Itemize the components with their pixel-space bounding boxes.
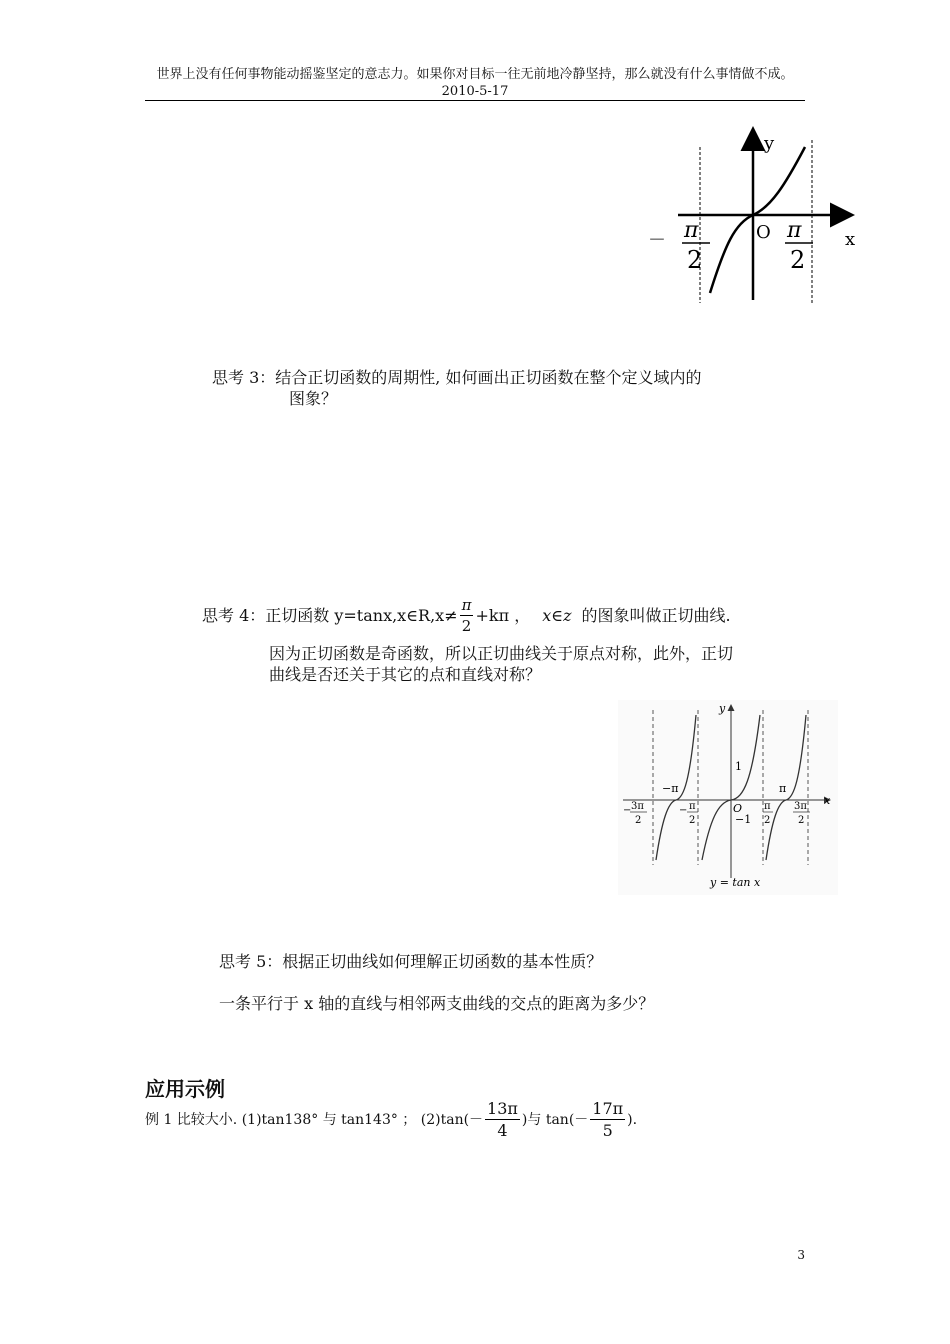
think4-line2: 因为正切函数是奇函数，所以正切曲线关于原点对称，此外，正切 [269, 644, 734, 663]
tick-pi-2-den: 2 [764, 815, 771, 826]
origin-label: O [756, 222, 771, 243]
pi-over-2-fraction [460, 598, 474, 634]
tangent-branch-figure [650, 125, 865, 305]
example1-mid: )与 tan(－ [521, 1112, 589, 1128]
think3-line2: 图象？ [289, 389, 338, 408]
pi-label: π [787, 218, 802, 243]
tick-neg-pi-2-num: π [689, 801, 696, 812]
think4-tail: 的图象叫做正切曲线. [581, 606, 731, 625]
fraction-17pi-5-den: 5 [602, 1121, 613, 1140]
fraction-numerator: π [461, 596, 472, 614]
think5-line2: 一条平行于 x 轴的直线与相邻两支曲线的交点的距离为多少？ [219, 994, 655, 1013]
page-number: 3 [797, 1248, 805, 1262]
y-axis-label: y [719, 702, 726, 715]
example1-line [145, 1101, 637, 1139]
tick-neg-pi-2-den: 2 [689, 815, 696, 826]
think4-line3: 曲线是否还关于其它的点和直线对称？ [269, 665, 542, 684]
y-tick-one: 1 [735, 760, 742, 773]
tick-pi-2-num: π [764, 801, 771, 812]
example1-part1: 例 1 比较大小. (1)tan138° 与 tan143° ； (2)tan(－ [145, 1112, 484, 1128]
think4-suffix: +kπ ， [475, 606, 531, 625]
y-tick-minus-one: −1 [735, 813, 752, 826]
fraction-17pi-5 [590, 1101, 625, 1139]
fraction-13pi-4-den: 4 [497, 1121, 508, 1140]
fraction-13pi-4-num: 13π [487, 1099, 518, 1118]
think5-line1: 思考 5：根据正切曲线如何理解正切函数的基本性质？ [219, 952, 603, 971]
tick-3pi-2-num: 3π [794, 801, 807, 812]
fraction-17pi-5-num: 17π [592, 1099, 624, 1118]
think3-line1: 思考 3：结合正切函数的周期性, 如何画出正切函数在整个定义域内的 [212, 368, 702, 387]
fraction-denominator: 2 [461, 617, 472, 635]
x-axis-label: x [845, 229, 856, 250]
section-title: 应用示例 [145, 1077, 225, 1101]
neg-sign: － [648, 230, 666, 251]
tick-neg-3pi-2-den: 2 [635, 815, 642, 826]
fraction-13pi-4 [485, 1101, 520, 1139]
x-axis-label: x [824, 794, 831, 807]
header-divider [145, 100, 805, 101]
think4-line1 [202, 598, 731, 634]
y-axis-label: y [764, 133, 775, 154]
figure-caption: y = tan x [710, 876, 761, 889]
think4-condition: x∈z [542, 606, 572, 625]
page-header: 世界上没有任何事物能动摇鉴坚定的意志力。如果你对目标一往无前地冷静坚持，那么就没有什么事情做不成。2010-5-17 [156, 67, 794, 99]
tick-neg-3pi-2-minus: − [623, 805, 632, 816]
tangent-curve-figure [618, 700, 838, 895]
origin-label: O [733, 802, 743, 815]
tick-3pi-2-den: 2 [798, 815, 805, 826]
neg-pi-den: 2 [687, 246, 703, 274]
tick-neg-3pi-2-num: 3π [631, 801, 644, 812]
tick-neg-pi-2-minus: − [679, 805, 688, 816]
tick-neg-pi: −π [662, 782, 679, 795]
think4-prefix: 思考 4：正切函数 y=tanx,x∈R,x≠ [202, 606, 458, 625]
tick-pi: π [779, 782, 787, 795]
example1-end: ). [627, 1112, 638, 1128]
pi-den: 2 [790, 246, 806, 274]
neg-pi-label: π [684, 218, 699, 243]
